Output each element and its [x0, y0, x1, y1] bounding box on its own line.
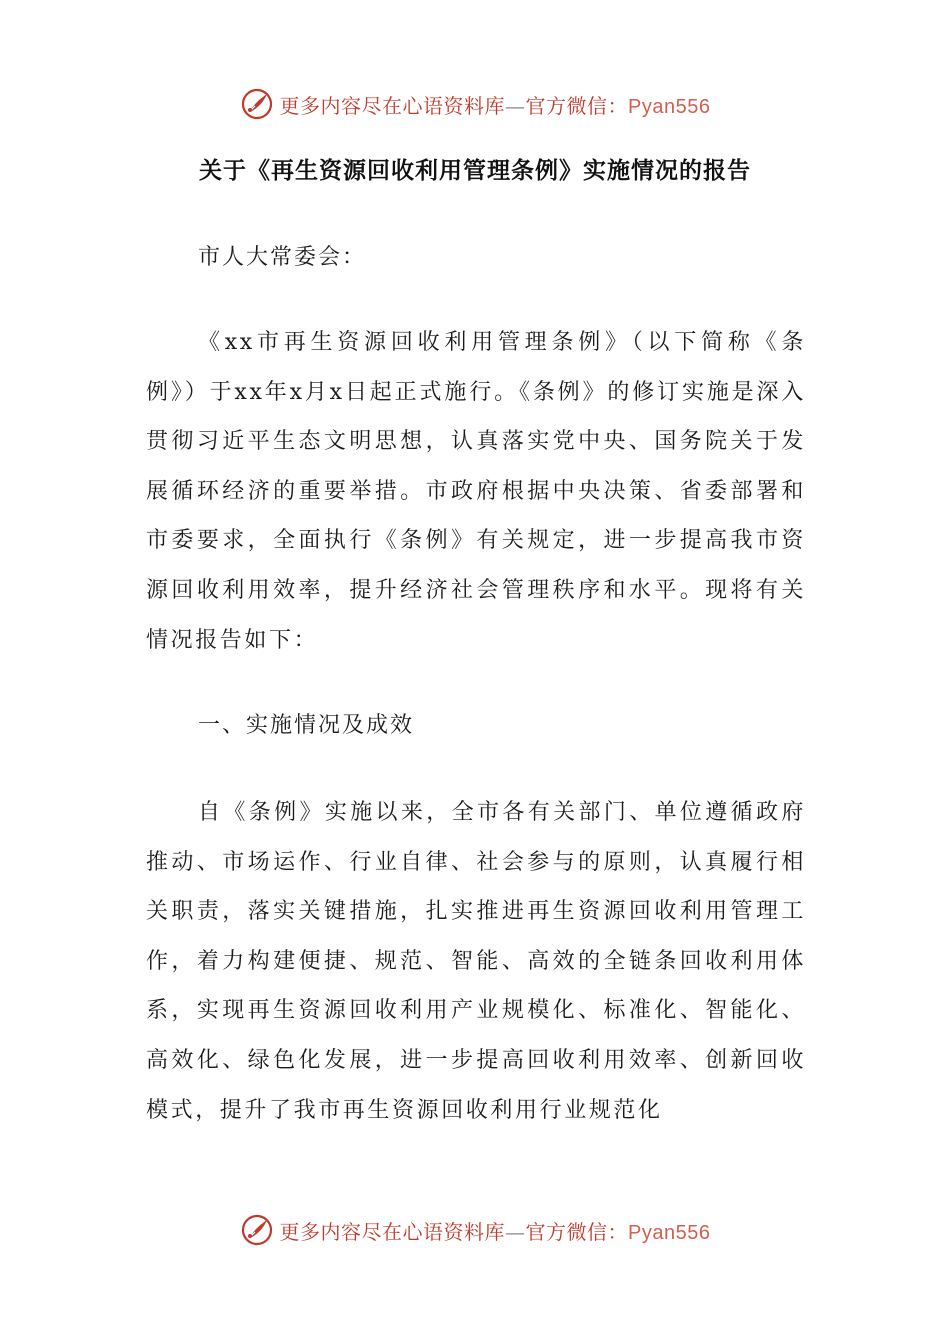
- salutation: 市人大常委会：: [198, 245, 367, 270]
- watermark-text: [280, 90, 711, 119]
- intro-paragraph: 《xx市再生资源回收利用管理条例》（以下简称《条例》）于xx年x月x日起正式施行。《条例》的修订实施是深入贯彻习近平生态文明思想，认真落实党中央、国务院关于发展循环经济的重要举措。市政府根据中央决策、省委部署和市委要求，全面执行《条例》有关规定，进一步提高我市资源回收利用效率，提升经济社会管理秩序和水平。现将有关情况报告如下：: [146, 330, 806, 653]
- watermark-text: [280, 1216, 711, 1245]
- body-paragraph: 自《条例》实施以来，全市各有关部门、单位遵循政府推动、市场运作、行业自律、社会参与的原则，认真履行相关职责，落实关键措施，扎实推进再生资源回收利用管理工作，着力构建便捷、规范、智能、高效的全链条回收利用体系，实现再生资源回收利用产业规模化、标准化、智能化、高效化、绿色化发展，进一步提高回收利用效率、创新回收模式，提升了我市再生资源回收利用行业规范化: [146, 800, 806, 1123]
- quill-pen-logo-icon: [240, 87, 274, 121]
- watermark-brand: 更多内容尽在心语资料库: [279, 93, 506, 118]
- section-heading-1: 一、实施情况及成效: [198, 713, 415, 738]
- watermark-footer: [0, 1210, 950, 1250]
- watermark-label: 官方微信：: [525, 1219, 629, 1244]
- watermark-separator: —: [505, 93, 526, 118]
- watermark-label: 官方微信：: [525, 93, 629, 118]
- quill-pen-logo-icon: [240, 1213, 274, 1247]
- document-title: 关于《再生资源回收利用管理条例》实施情况的报告: [199, 157, 751, 184]
- watermark-handle: Pyan556: [628, 1221, 711, 1244]
- watermark-header: [0, 84, 950, 124]
- watermark-brand: 更多内容尽在心语资料库: [279, 1219, 506, 1244]
- watermark-separator: —: [505, 1219, 526, 1244]
- watermark-handle: Pyan556: [628, 95, 711, 118]
